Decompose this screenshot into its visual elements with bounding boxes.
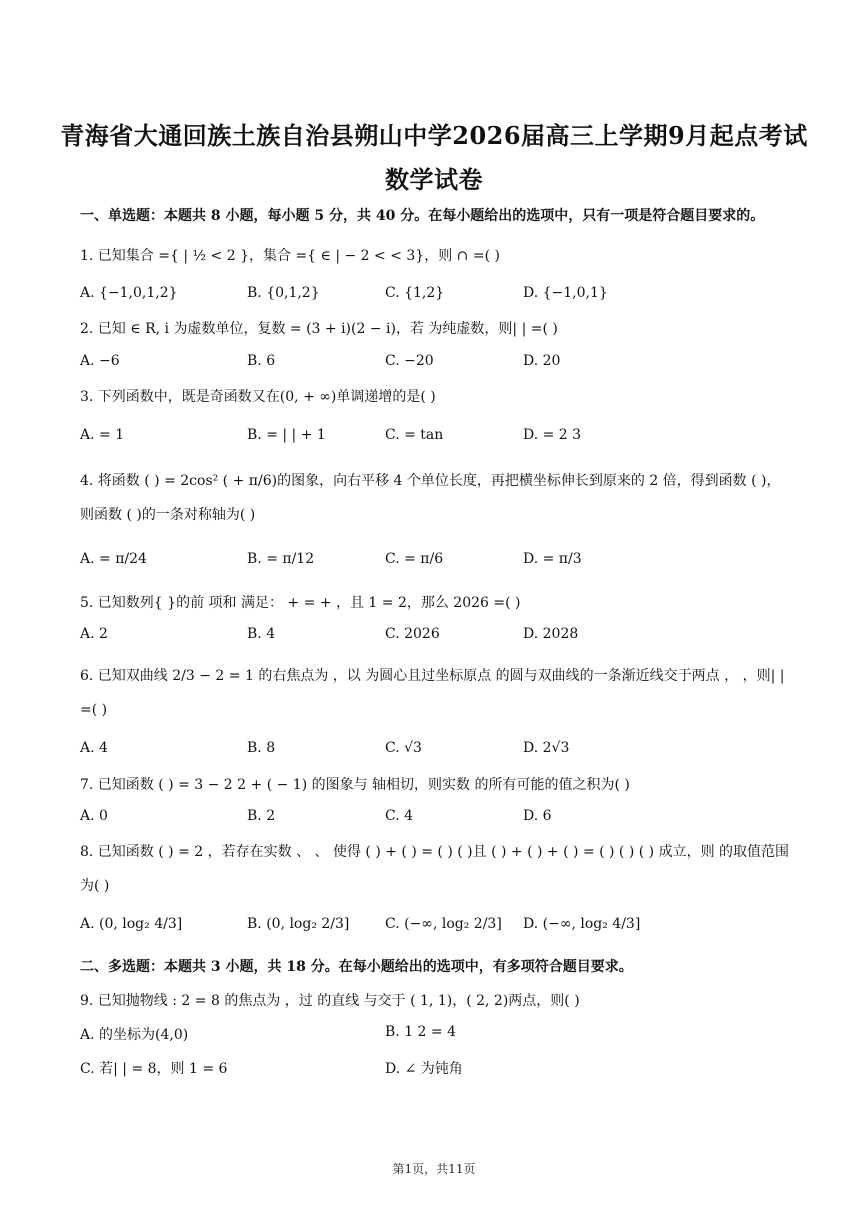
question-4-option-c: C. = π/6 <box>385 551 444 567</box>
question-7-option-c: C. 4 <box>385 808 414 824</box>
question-2-option-b: B. 6 <box>247 353 276 369</box>
question-8-option-b: B. (0, log₂ 2/3] <box>247 916 350 932</box>
question-2-stem: 2. 已知 ∈ R, i 为虚数单位，复数 = (3 + i)(2 − i)，若 为纯虚数，则| | =( ) <box>80 321 558 337</box>
question-3-option-c: C. = tan <box>385 427 444 443</box>
question-3-stem: 3. 下列函数中，既是奇函数又在(0, + ∞)单调递增的是( ) <box>80 389 436 405</box>
question-6-option-a: A. 4 <box>80 740 108 756</box>
question-8-option-a: A. (0, log₂ 4/3] <box>80 916 183 932</box>
question-6-option-c: C. √3 <box>385 740 422 756</box>
question-2-option-d: D. 20 <box>523 353 561 369</box>
question-6-stem: 6. 已知双曲线 2/3 − 2 = 1 的右焦点为 ，以 为圆心且过坐标原点 的圆与双曲线的一条渐近线交于两点 ， ，则| | =( ) <box>80 668 785 718</box>
question-8-stem: 8. 已知函数 ( ) = 2 ，若存在实数 、 、 使得 ( ) + ( ) = ( ) ( )且 ( ) + ( ) + ( ) = ( ) ( ) ( ) 成立，则 的取值范围为( ) <box>80 844 790 894</box>
question-7-option-b: B. 2 <box>247 808 276 824</box>
question-5-option-b: B. 4 <box>247 626 276 642</box>
question-8-option-c: C. (−∞, log₂ 2/3] <box>385 916 502 932</box>
question-8-option-d: D. (−∞, log₂ 4/3] <box>523 916 641 932</box>
section-heading-multiple-choice: 二、多选题：本题共 3 小题，共 18 分。在每小题给出的选项中，有多项符合题目要求。 <box>80 959 633 975</box>
question-9-option-d: D. ∠ 为钝角 <box>385 1061 463 1077</box>
question-1-option-b: B. {0,1,2} <box>247 285 320 301</box>
question-7-stem: 7. 已知函数 ( ) = 3 − 2 2 + ( − 1) 的图象与 轴相切，则实数 的所有可能的值之积为( ) <box>80 777 630 793</box>
question-3-option-b: B. = | | + 1 <box>247 427 326 443</box>
question-1-stem: 1. 已知集合 ={ | ½ < 2 }，集合 ={ ∈ | − 2 < < 3}，则 ∩ =( ) <box>80 248 500 264</box>
exam-title: 青海省大通回族土族自治县朔山中学2026届高三上学期9月起点考试 <box>60 121 808 150</box>
question-3-option-d: D. = 2 3 <box>523 427 582 443</box>
question-9-option-a: A. 的坐标为(4,0) <box>80 1027 189 1043</box>
question-9-option-c: C. 若| | = 8，则 1 = 6 <box>80 1061 228 1077</box>
question-9-stem: 9. 已知抛物线 : 2 = 8 的焦点为 ，过 的直线 与交于 ( 1, 1)，( 2, 2)两点，则( ) <box>80 993 580 1009</box>
question-1-option-a: A. {−1,0,1,2} <box>80 285 178 301</box>
question-3-option-a: A. = 1 <box>80 427 125 443</box>
page-footer: 第1页，共11页 <box>392 1162 476 1176</box>
question-2-option-a: A. −6 <box>80 353 120 369</box>
question-9-option-b: B. 1 2 = 4 <box>385 1024 456 1040</box>
question-2-option-c: C. −20 <box>385 353 434 369</box>
question-5-option-d: D. 2028 <box>523 626 579 642</box>
question-1-option-d: D. {−1,0,1} <box>523 285 608 301</box>
question-7-option-a: A. 0 <box>80 808 108 824</box>
question-1-option-c: C. {1,2} <box>385 285 445 301</box>
question-6-option-d: D. 2√3 <box>523 740 570 756</box>
question-4-stem: 4. 将函数 ( ) = 2cos² ( + π/6)的图象，向右平移 4 个单位长度，再把横坐标伸长到原来的 2 倍，得到函数 ( )，则函数 ( )的一条对称轴为( ) <box>80 473 781 523</box>
question-5-option-c: C. 2026 <box>385 626 440 642</box>
question-5-option-a: A. 2 <box>80 626 108 642</box>
question-4-option-a: A. = π/24 <box>80 551 147 567</box>
question-7-option-d: D. 6 <box>523 808 552 824</box>
question-4-option-d: D. = π/3 <box>523 551 582 567</box>
question-4-option-b: B. = π/12 <box>247 551 315 567</box>
question-5-stem: 5. 已知数列{ }的前 项和 满足： + = + ，且 1 = 2，那么 2026 =( ) <box>80 595 521 611</box>
section-heading-single-choice: 一、单选题：本题共 8 小题，每小题 5 分，共 40 分。在每小题给出的选项中，只有一项是符合题目要求的。 <box>80 208 765 224</box>
question-6-option-b: B. 8 <box>247 740 276 756</box>
exam-subtitle: 数学试卷 <box>385 165 483 194</box>
